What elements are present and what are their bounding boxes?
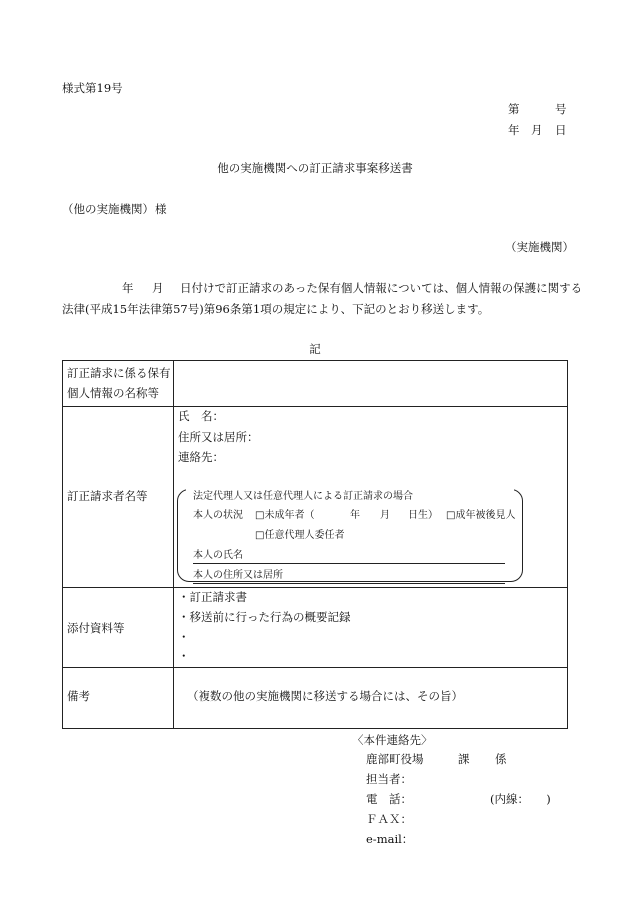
name-label: 氏 名： <box>178 409 224 423</box>
row2-label: 訂正請求者名等 <box>67 489 148 503</box>
contact-ka: 課 <box>458 752 470 766</box>
body-line-2: 法律(平成15年法律第57号)第96条第1項の規定により、下記のとおり移送します。 <box>62 302 490 316</box>
date-month: 月 <box>531 123 543 137</box>
address-label: 住所又は居所： <box>178 430 259 444</box>
contact-kakari: 係 <box>495 752 507 766</box>
ref-number-dai: 第 <box>508 102 520 116</box>
rep-person-name: 本人の氏名 <box>193 550 243 561</box>
person-name-line <box>193 563 505 564</box>
rep-month: 月 <box>380 510 390 521</box>
attachment-item-2: ・移送前に行った行為の概要記録 <box>178 610 351 624</box>
contact-heading: 〈本件連絡先〉 <box>352 733 433 747</box>
addressee-honorific: 様 <box>155 202 167 216</box>
date-year: 年 <box>508 123 520 137</box>
addressee-name: （他の実施機関） <box>62 202 154 216</box>
row-divider-1 <box>63 406 567 407</box>
contact-tel: 電 話： <box>366 792 412 806</box>
contact-email: e-mail： <box>366 832 414 846</box>
ref-number-go: 号 <box>555 102 567 116</box>
attachment-item-3: ・ <box>178 630 190 644</box>
rep-person-address: 本人の住所又は居所 <box>193 570 283 581</box>
contact-ext: (内線： ) <box>490 792 551 806</box>
attachment-item-4: ・ <box>178 649 190 663</box>
table-divider <box>173 361 174 728</box>
body-month: 月 <box>152 281 164 295</box>
document-title: 他の実施機関への訂正請求事案移送書 <box>217 161 413 175</box>
contact-fax: ＦＡＸ： <box>366 812 412 826</box>
rep-year: 年 <box>350 510 360 521</box>
remarks-text: （複数の他の実施機関に移送する場合には、その旨） <box>187 689 463 703</box>
rep-title: 法定代理人又は任意代理人による訂正請求の場合 <box>193 491 413 502</box>
contact-person: 担当者： <box>366 772 412 786</box>
person-address-line <box>193 583 505 584</box>
rep-status-label: 本人の状況 <box>193 510 243 521</box>
rep-born: 日生） <box>408 510 438 521</box>
date-day: 日 <box>555 123 567 137</box>
row4-label: 備考 <box>67 689 90 703</box>
rep-minor: □未成年者（ <box>255 510 315 521</box>
row3-label: 添付資料等 <box>67 621 125 635</box>
attachment-item-1: ・訂正請求書 <box>178 590 247 604</box>
contact-office: 鹿部町役場 <box>366 752 424 766</box>
form-number: 様式第19号 <box>62 81 123 95</box>
row-divider-3 <box>63 667 567 668</box>
sender-agency: （実施機関） <box>505 240 574 254</box>
contact-label: 連絡先： <box>178 450 224 464</box>
rep-agent: □任意代理人委任者 <box>255 530 345 541</box>
ki-label: 記 <box>309 342 321 356</box>
row1-label-1: 訂正請求に係る保有 <box>67 366 171 380</box>
rep-adult-ward: □成年被後見人 <box>446 510 516 521</box>
representative-box <box>177 489 523 582</box>
transfer-table <box>62 360 568 729</box>
body-year: 年 <box>122 281 134 295</box>
row1-label-2: 個人情報の名称等 <box>67 386 159 400</box>
row-divider-2 <box>63 587 567 588</box>
body-line-1: 日付けで訂正請求のあった保有個人情報については、個人情報の保護に関する <box>180 281 583 295</box>
